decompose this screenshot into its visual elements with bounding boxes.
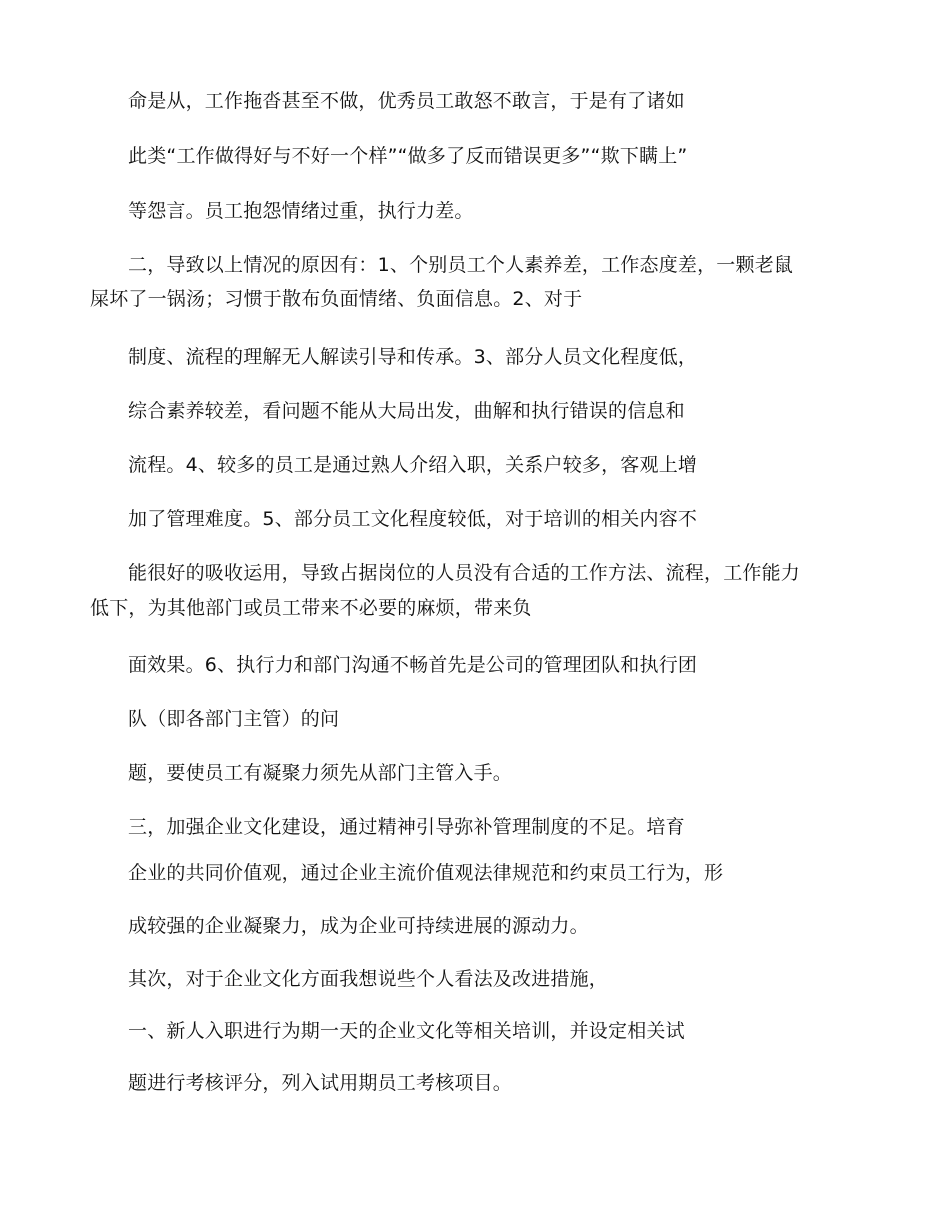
text-line: 流程。4、较多的员工是通过熟人介绍入职，关系户较多，客观上增: [128, 454, 698, 476]
text-line: 队（即各部门主管）的问: [128, 708, 340, 730]
text-line: 等怨言。员工抱怨情绪过重，执行力差。: [128, 200, 474, 222]
text-line: 其次，对于企业文化方面我想说些个人看法及改进措施，: [128, 968, 609, 990]
text-line: 题进行考核评分，列入试用期员工考核项目。: [128, 1072, 513, 1094]
text-line: 加了管理难度。5、部分员工文化程度较低，对于培训的相关内容不: [128, 508, 698, 530]
text-line: 综合素养较差，看问题不能从大局出发，曲解和执行错误的信息和: [128, 400, 685, 422]
text-line: 此类“工作做得好与不好一个样”“做多了反而错误更多”“欺下瞒上”: [128, 145, 688, 167]
text-line: 能很好的吸收运用，导致占据岗位的人员没有合适的工作方法、流程，工作能力: [128, 562, 801, 584]
text-line: 一、新人入职进行为期一天的企业文化等相关培训，并设定相关试: [128, 1020, 685, 1042]
text-line: 面效果。6、执行力和部门沟通不畅首先是公司的管理团队和执行团: [128, 654, 698, 676]
text-line: 二，导致以上情况的原因有：1、个别员工个人素养差，工作态度差，一颗老鼠: [128, 254, 794, 276]
text-line: 制度、流程的理解无人解读引导和传承。3、部分人员文化程度低，: [128, 346, 698, 368]
text-line: 企业的共同价值观，通过企业主流价值观法律规范和约束员工行为，形: [128, 862, 724, 884]
text-line: 题，要使员工有凝聚力须先从部门主管入手。: [128, 762, 513, 784]
text-line: 命是从，工作拖沓甚至不做，优秀员工敢怒不敢言，于是有了诸如: [128, 90, 685, 112]
text-line: 低下，为其他部门或员工带来不必要的麻烦，带来负: [90, 597, 532, 619]
text-line: 屎坏了一锅汤；习惯于散布负面情绪、负面信息。2、对于: [90, 288, 583, 310]
text-line: 三，加强企业文化建设，通过精神引导弥补管理制度的不足。培育: [128, 816, 685, 838]
text-line: 成较强的企业凝聚力，成为企业可持续进展的源动力。: [128, 915, 589, 937]
